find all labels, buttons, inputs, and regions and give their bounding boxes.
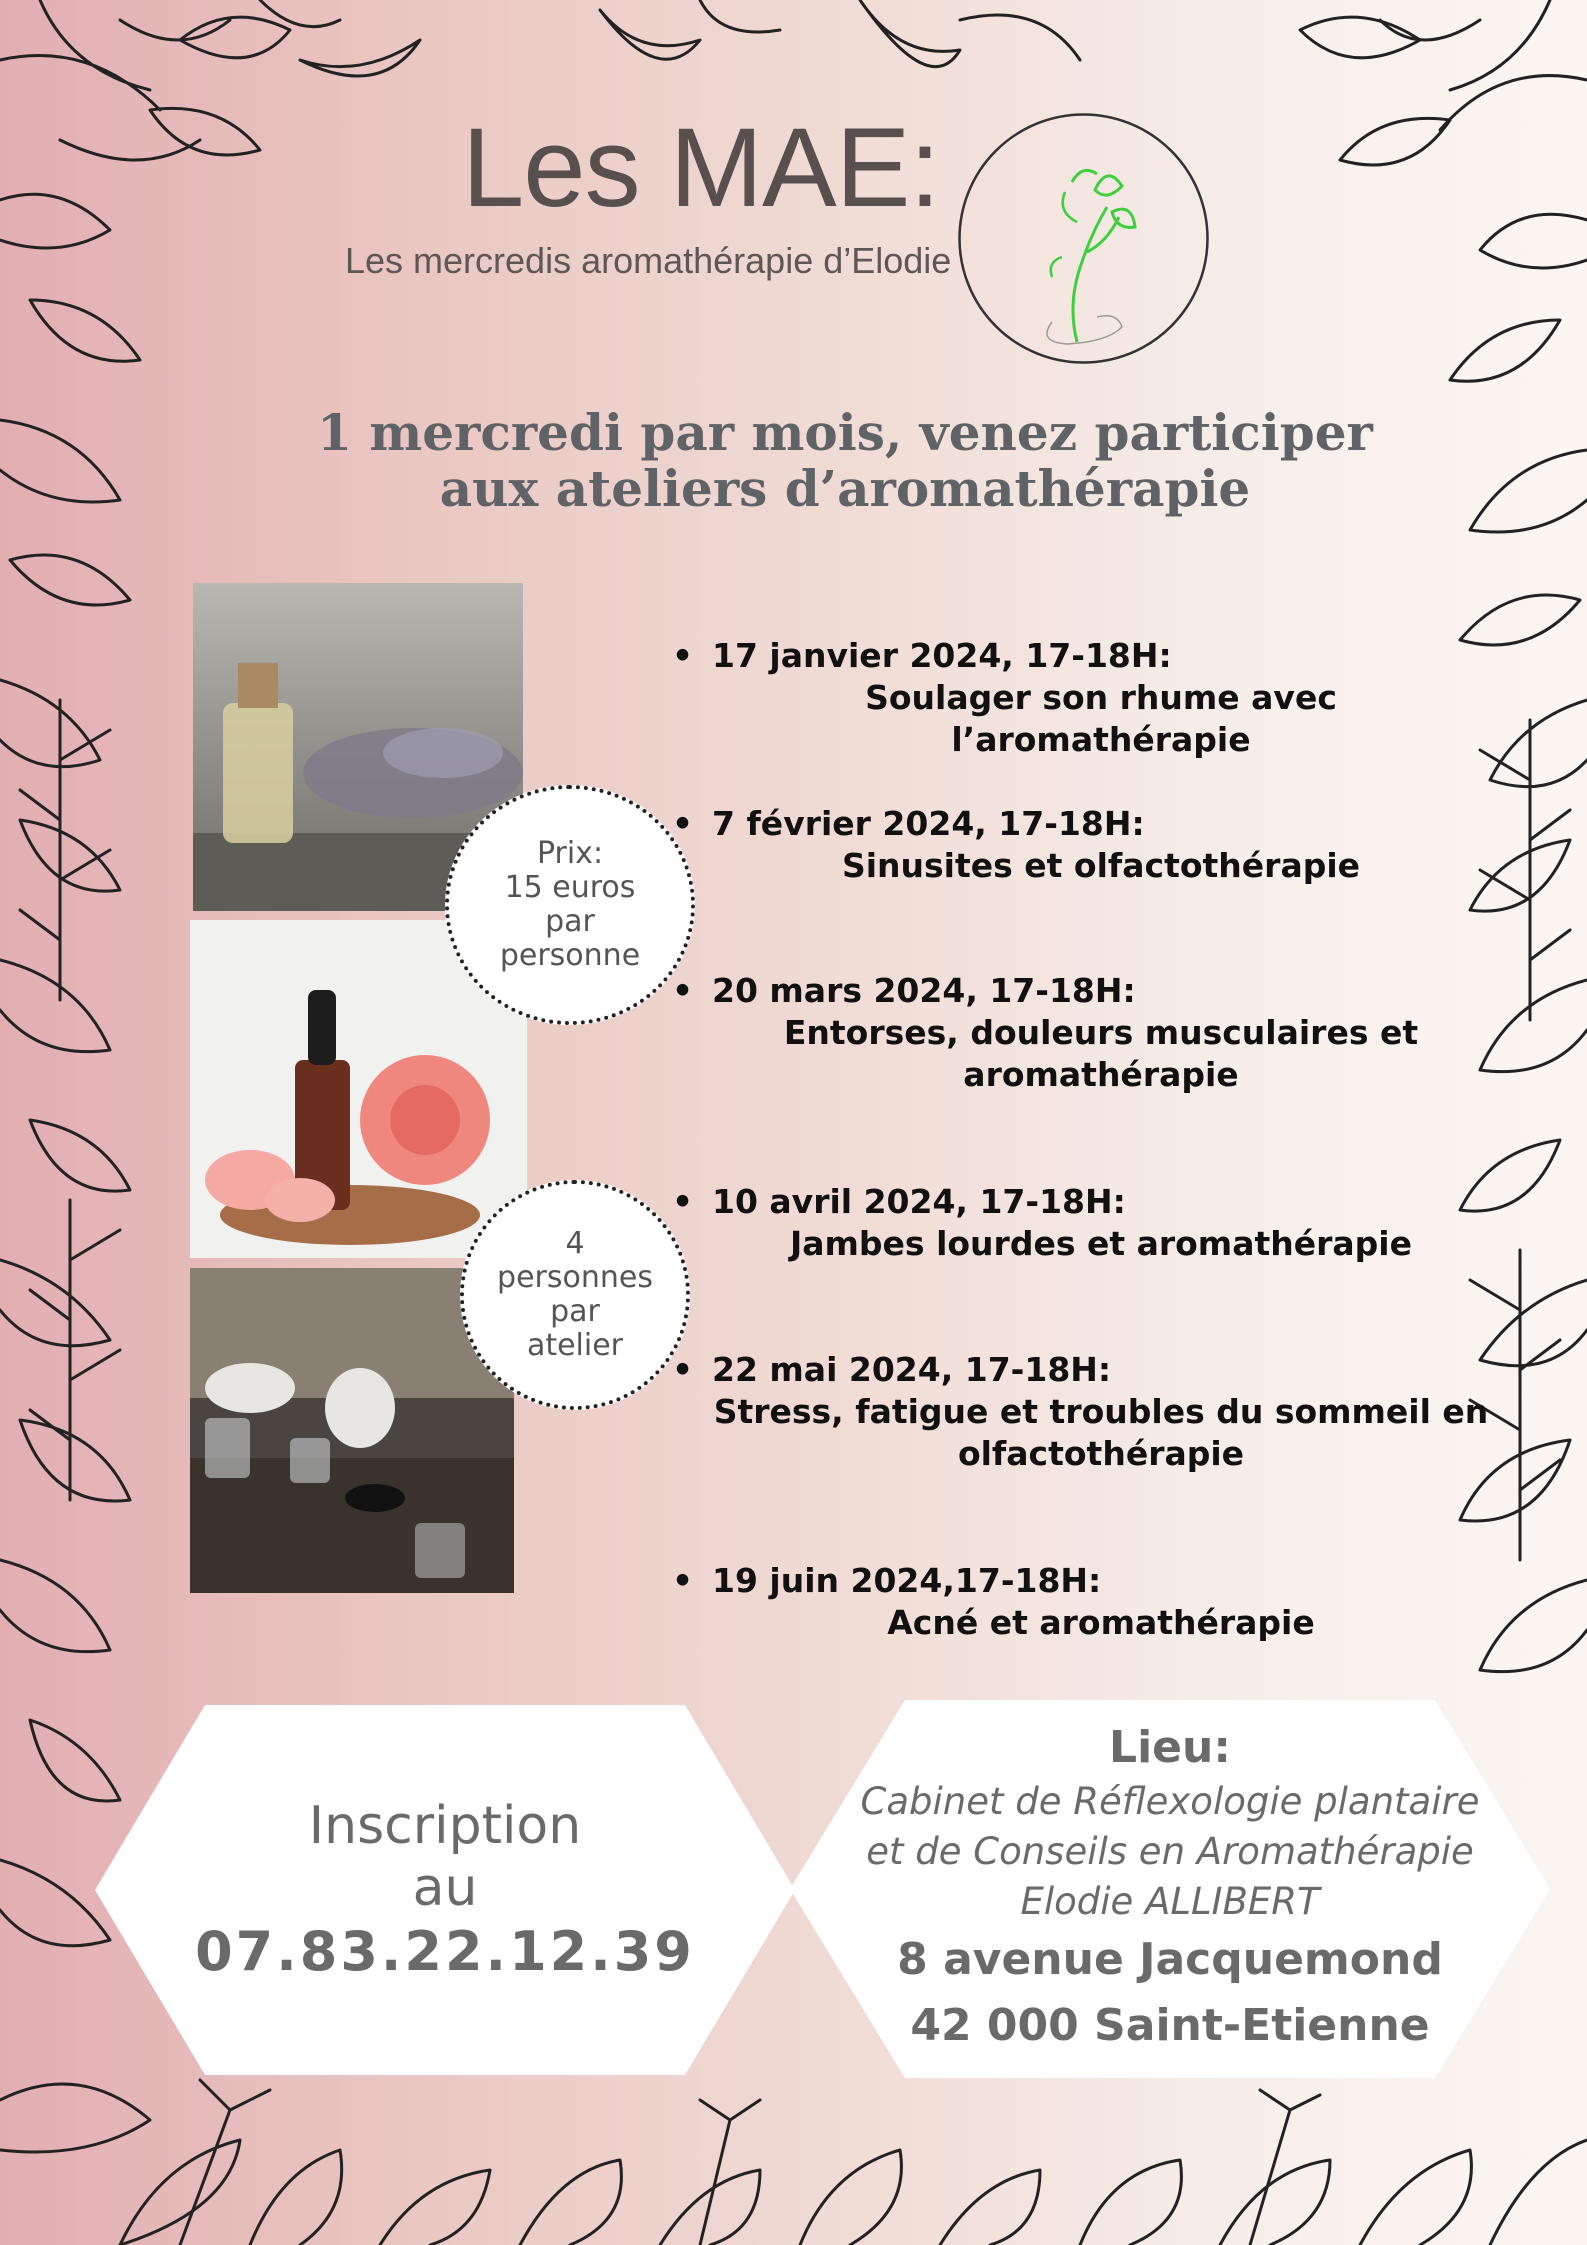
event-item	[670, 803, 1490, 887]
event-topic: Acné et aromathérapie	[887, 1603, 1315, 1642]
event-item	[670, 1349, 1490, 1475]
event-topic-continued: aromathérapie	[963, 1055, 1239, 1094]
event-item	[670, 1560, 1490, 1644]
registration-phone[interactable]: 07.83.22.12.39	[195, 1920, 695, 1983]
price-badge-line-3: par	[545, 904, 595, 939]
poster-subtitle: Les mercredis aromathérapie d’Elodie	[345, 240, 952, 281]
price-badge	[445, 785, 695, 1025]
capacity-badge	[460, 1180, 690, 1410]
price-badge-line-1: Prix:	[536, 836, 604, 871]
headline	[200, 405, 1490, 517]
capacity-badge-line-2: personnes	[497, 1260, 653, 1295]
location-name-line-2: et de Conseils en Aromathérapie	[866, 1830, 1474, 1873]
event-date: • 20 mars 2024, 17-18H:	[670, 970, 1490, 1012]
capacity-badge-line-3: par	[550, 1294, 600, 1329]
headline-line-2: aux ateliers d’aromathérapie	[439, 459, 1251, 518]
event-item	[670, 635, 1490, 761]
event-topic: Stress, fatigue et troubles du sommeil en	[713, 1392, 1489, 1431]
price-badge-line-2: 15 euros	[504, 870, 636, 905]
location-name-line-1: Cabinet de Réflexologie plantaire	[860, 1780, 1480, 1823]
capacity-badge-line-4: atelier	[526, 1328, 624, 1363]
registration-label: Inscription	[308, 1796, 582, 1856]
capacity-badge-line-1: 4	[565, 1226, 585, 1261]
location-address-line-2: 42 000 Saint-Etienne	[910, 2000, 1430, 2051]
price-badge-line-4: personne	[499, 938, 641, 973]
event-topic: Entorses, douleurs musculaires et	[783, 1013, 1419, 1052]
location-panel	[790, 1700, 1550, 2078]
registration-label-au: au	[412, 1858, 478, 1918]
event-topic: Jambes lourdes et aromathérapie	[790, 1224, 1412, 1263]
location-address-line-1: 8 avenue Jacquemond	[897, 1934, 1443, 1985]
event-date: • 19 juin 2024,17-18H:	[670, 1560, 1490, 1602]
event-topic-continued: olfactothérapie	[957, 1434, 1245, 1473]
event-topic: Sinusites et olfactothérapie	[841, 846, 1361, 885]
location-title: Lieu:	[1109, 1722, 1231, 1773]
poster-title: Les MAE:	[462, 105, 940, 230]
registration-panel	[95, 1705, 795, 2075]
location-name-line-3: Elodie ALLIBERT	[1020, 1880, 1320, 1923]
event-topic: Soulager son rhume avec l’aromathérapie	[865, 678, 1337, 759]
foot-flower-logo	[957, 112, 1210, 365]
event-date: • 22 mai 2024, 17-18H:	[670, 1349, 1490, 1391]
event-item	[670, 1181, 1490, 1265]
headline-line-1: 1 mercredi par mois, venez participer	[317, 403, 1373, 462]
event-date: • 10 avril 2024, 17-18H:	[670, 1181, 1490, 1223]
event-date: • 17 janvier 2024, 17-18H:	[670, 635, 1490, 677]
event-date: • 7 février 2024, 17-18H:	[670, 803, 1490, 845]
event-item	[670, 970, 1490, 1096]
